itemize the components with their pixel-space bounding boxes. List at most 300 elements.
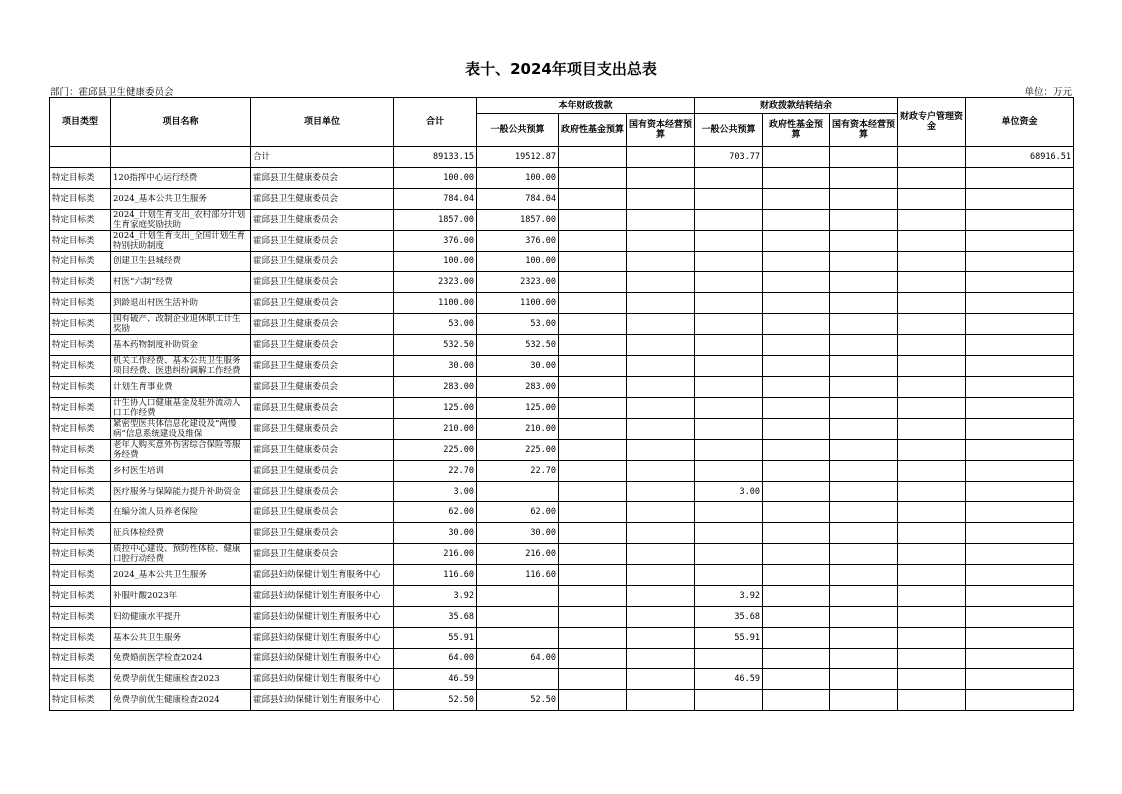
cell-name bbox=[111, 460, 251, 481]
summary-state-capital bbox=[627, 147, 695, 168]
cell-total: 64.00 bbox=[394, 648, 477, 669]
cell-state-capital bbox=[627, 251, 695, 272]
cell-name-text: 免费婚前医学检查2024 bbox=[113, 653, 203, 664]
cell-gov-fund bbox=[559, 523, 627, 544]
cell-unit-funds bbox=[966, 585, 1074, 606]
cell-carry-general: 46.59 bbox=[695, 669, 763, 690]
cell-special bbox=[898, 376, 966, 397]
cell-unit-funds bbox=[966, 502, 1074, 523]
cell-carry-gov-fund bbox=[763, 314, 830, 335]
cell-unit-funds bbox=[966, 293, 1074, 314]
cell-special bbox=[898, 355, 966, 376]
cell-org: 霍邱县妇幼保健计划生育服务中心 bbox=[251, 565, 394, 586]
cell-carry-state-capital bbox=[830, 481, 898, 502]
table-row bbox=[50, 669, 1074, 690]
cell-carry-gov-fund bbox=[763, 355, 830, 376]
cell-general: 283.00 bbox=[477, 376, 559, 397]
project-expenditure-table bbox=[49, 97, 1074, 711]
cell-special bbox=[898, 481, 966, 502]
cell-state-capital bbox=[627, 167, 695, 188]
cell-type: 特定目标类 bbox=[50, 209, 111, 230]
cell-name-text: 紧密型医共体信息化建设及“两慢病”信息系统建设及维保 bbox=[113, 418, 237, 439]
cell-name bbox=[111, 335, 251, 356]
cell-gov-fund bbox=[559, 481, 627, 502]
cell-org: 霍邱县妇幼保健计划生育服务中心 bbox=[251, 690, 394, 711]
cell-gov-fund bbox=[559, 690, 627, 711]
cell-carry-gov-fund bbox=[763, 481, 830, 502]
cell-carry-state-capital bbox=[830, 188, 898, 209]
cell-carry-gov-fund bbox=[763, 418, 830, 439]
cell-special bbox=[898, 669, 966, 690]
cell-gov-fund bbox=[559, 460, 627, 481]
cell-carry-state-capital bbox=[830, 439, 898, 460]
cell-carry-gov-fund bbox=[763, 669, 830, 690]
cell-org: 霍邱县卫生健康委员会 bbox=[251, 460, 394, 481]
cell-carry-state-capital bbox=[830, 627, 898, 648]
cell-org: 霍邱县卫生健康委员会 bbox=[251, 335, 394, 356]
cell-name bbox=[111, 397, 251, 418]
cell-carry-gov-fund bbox=[763, 606, 830, 627]
cell-carry-state-capital bbox=[830, 690, 898, 711]
page-title: 表十、2024年项目支出总表 bbox=[465, 60, 657, 78]
cell-carry-general bbox=[695, 376, 763, 397]
cell-general bbox=[477, 606, 559, 627]
cell-name bbox=[111, 502, 251, 523]
cell-total: 30.00 bbox=[394, 523, 477, 544]
cell-carry-general bbox=[695, 544, 763, 565]
cell-general: 22.70 bbox=[477, 460, 559, 481]
cell-type: 特定目标类 bbox=[50, 439, 111, 460]
cell-gov-fund bbox=[559, 439, 627, 460]
cell-org: 霍邱县卫生健康委员会 bbox=[251, 314, 394, 335]
cell-special bbox=[898, 335, 966, 356]
cell-type: 特定目标类 bbox=[50, 648, 111, 669]
cell-general: 1857.00 bbox=[477, 209, 559, 230]
cell-type: 特定目标类 bbox=[50, 251, 111, 272]
cell-name-text: 在编分流人员养老保险 bbox=[113, 507, 199, 518]
cell-type: 特定目标类 bbox=[50, 230, 111, 251]
cell-name bbox=[111, 585, 251, 606]
cell-carry-state-capital bbox=[830, 544, 898, 565]
cell-carry-general bbox=[695, 209, 763, 230]
cell-carry-general: 35.68 bbox=[695, 606, 763, 627]
cell-total: 532.50 bbox=[394, 335, 477, 356]
header-carry-state-capital: 国有资本经营预算 bbox=[830, 114, 898, 147]
cell-carry-state-capital bbox=[830, 669, 898, 690]
cell-unit-funds bbox=[966, 188, 1074, 209]
cell-carry-state-capital bbox=[830, 293, 898, 314]
table-row bbox=[50, 335, 1074, 356]
table-row bbox=[50, 418, 1074, 439]
cell-state-capital bbox=[627, 648, 695, 669]
cell-special bbox=[898, 439, 966, 460]
cell-carry-general bbox=[695, 293, 763, 314]
cell-unit-funds bbox=[966, 251, 1074, 272]
cell-carry-state-capital bbox=[830, 314, 898, 335]
cell-carry-gov-fund bbox=[763, 209, 830, 230]
cell-name-text: 村医“六制”经费 bbox=[113, 277, 173, 288]
cell-type: 特定目标类 bbox=[50, 627, 111, 648]
cell-name bbox=[111, 648, 251, 669]
cell-type: 特定目标类 bbox=[50, 293, 111, 314]
table-row bbox=[50, 606, 1074, 627]
cell-carry-gov-fund bbox=[763, 523, 830, 544]
cell-total: 2323.00 bbox=[394, 272, 477, 293]
cell-total: 30.00 bbox=[394, 355, 477, 376]
cell-carry-general: 3.92 bbox=[695, 585, 763, 606]
cell-org: 霍邱县卫生健康委员会 bbox=[251, 272, 394, 293]
cell-state-capital bbox=[627, 418, 695, 439]
cell-carry-general bbox=[695, 355, 763, 376]
cell-general: 532.50 bbox=[477, 335, 559, 356]
cell-type: 特定目标类 bbox=[50, 669, 111, 690]
cell-gov-fund bbox=[559, 418, 627, 439]
cell-general: 52.50 bbox=[477, 690, 559, 711]
table-row bbox=[50, 585, 1074, 606]
header-carry-gov-fund: 政府性基金预算 bbox=[763, 114, 830, 147]
cell-carry-state-capital bbox=[830, 648, 898, 669]
table-row bbox=[50, 627, 1074, 648]
cell-special bbox=[898, 230, 966, 251]
cell-carry-gov-fund bbox=[763, 439, 830, 460]
cell-org: 霍邱县卫生健康委员会 bbox=[251, 230, 394, 251]
table-row bbox=[50, 251, 1074, 272]
cell-name-text: 2024_计划生育支出_全国计划生育特别扶助制度 bbox=[113, 230, 246, 251]
cell-state-capital bbox=[627, 335, 695, 356]
cell-general bbox=[477, 669, 559, 690]
cell-name bbox=[111, 523, 251, 544]
cell-carry-gov-fund bbox=[763, 585, 830, 606]
cell-gov-fund bbox=[559, 335, 627, 356]
cell-unit-funds bbox=[966, 669, 1074, 690]
cell-carry-state-capital bbox=[830, 397, 898, 418]
cell-gov-fund bbox=[559, 230, 627, 251]
table-row bbox=[50, 272, 1074, 293]
cell-gov-fund bbox=[559, 314, 627, 335]
header-gov-fund: 政府性基金预算 bbox=[559, 114, 627, 147]
header-total: 合计 bbox=[394, 98, 477, 147]
cell-name bbox=[111, 690, 251, 711]
cell-org: 霍邱县卫生健康委员会 bbox=[251, 397, 394, 418]
summary-carry-gov-fund bbox=[763, 147, 830, 168]
header-carry-general: 一般公共预算 bbox=[695, 114, 763, 147]
table-row bbox=[50, 397, 1074, 418]
cell-name bbox=[111, 627, 251, 648]
summary-gov-fund bbox=[559, 147, 627, 168]
cell-carry-gov-fund bbox=[763, 335, 830, 356]
cell-unit-funds bbox=[966, 460, 1074, 481]
cell-type: 特定目标类 bbox=[50, 167, 111, 188]
cell-name-text: 免费孕前优生健康检查2023 bbox=[113, 674, 220, 685]
header-group-carry: 财政拨款结转结余 bbox=[695, 98, 898, 114]
cell-special bbox=[898, 251, 966, 272]
cell-carry-general: 55.91 bbox=[695, 627, 763, 648]
table-row bbox=[50, 502, 1074, 523]
cell-name-text: 免费孕前优生健康检查2024 bbox=[113, 695, 220, 706]
summary-general: 19512.87 bbox=[477, 147, 559, 168]
cell-carry-state-capital bbox=[830, 460, 898, 481]
table-row bbox=[50, 314, 1074, 335]
cell-type: 特定目标类 bbox=[50, 481, 111, 502]
cell-unit-funds bbox=[966, 314, 1074, 335]
cell-name-text: 妇幼健康水平提升 bbox=[113, 611, 182, 622]
cell-total: 225.00 bbox=[394, 439, 477, 460]
table-row bbox=[50, 523, 1074, 544]
table-row bbox=[50, 167, 1074, 188]
cell-state-capital bbox=[627, 293, 695, 314]
cell-carry-gov-fund bbox=[763, 167, 830, 188]
cell-special bbox=[898, 418, 966, 439]
cell-carry-state-capital bbox=[830, 565, 898, 586]
summary-name bbox=[111, 147, 251, 168]
cell-org: 霍邱县卫生健康委员会 bbox=[251, 502, 394, 523]
cell-state-capital bbox=[627, 481, 695, 502]
table-row bbox=[50, 648, 1074, 669]
cell-name-text: 机关工作经费、基本公共卫生服务项目经费、医患纠纷调解工作经费 bbox=[113, 355, 241, 376]
cell-unit-funds bbox=[966, 481, 1074, 502]
cell-general: 216.00 bbox=[477, 544, 559, 565]
cell-name-text: 乡村医生培训 bbox=[113, 465, 165, 476]
cell-general: 30.00 bbox=[477, 523, 559, 544]
cell-unit-funds bbox=[966, 648, 1074, 669]
cell-general: 100.00 bbox=[477, 167, 559, 188]
summary-carry-state-capital bbox=[830, 147, 898, 168]
cell-carry-general bbox=[695, 272, 763, 293]
unit-label: 单位：万元 bbox=[1024, 87, 1072, 98]
cell-general: 784.04 bbox=[477, 188, 559, 209]
cell-special bbox=[898, 606, 966, 627]
cell-general: 225.00 bbox=[477, 439, 559, 460]
cell-name-text: 到龄退出村医生活补助 bbox=[113, 298, 199, 309]
cell-carry-general bbox=[695, 314, 763, 335]
cell-carry-gov-fund bbox=[763, 544, 830, 565]
cell-carry-gov-fund bbox=[763, 293, 830, 314]
cell-state-capital bbox=[627, 230, 695, 251]
table-row bbox=[50, 188, 1074, 209]
cell-carry-gov-fund bbox=[763, 502, 830, 523]
cell-carry-general bbox=[695, 690, 763, 711]
cell-name bbox=[111, 293, 251, 314]
cell-general: 125.00 bbox=[477, 397, 559, 418]
cell-total: 35.68 bbox=[394, 606, 477, 627]
cell-special bbox=[898, 293, 966, 314]
cell-name bbox=[111, 230, 251, 251]
cell-name-text: 基本药物制度补助资金 bbox=[113, 339, 199, 350]
cell-org: 霍邱县妇幼保健计划生育服务中心 bbox=[251, 585, 394, 606]
cell-total: 53.00 bbox=[394, 314, 477, 335]
cell-name-text: 国有破产、改制企业退休职工计生奖励 bbox=[113, 314, 241, 335]
cell-gov-fund bbox=[559, 293, 627, 314]
table-row bbox=[50, 460, 1074, 481]
cell-gov-fund bbox=[559, 188, 627, 209]
cell-carry-gov-fund bbox=[763, 376, 830, 397]
cell-total: 116.60 bbox=[394, 565, 477, 586]
cell-total: 283.00 bbox=[394, 376, 477, 397]
cell-special bbox=[898, 167, 966, 188]
cell-org: 霍邱县卫生健康委员会 bbox=[251, 188, 394, 209]
cell-special bbox=[898, 460, 966, 481]
cell-name-text: 计生协人口健康基金及驻外流动人口工作经费 bbox=[113, 397, 241, 418]
cell-org: 霍邱县妇幼保健计划生育服务中心 bbox=[251, 627, 394, 648]
cell-general: 62.00 bbox=[477, 502, 559, 523]
cell-state-capital bbox=[627, 460, 695, 481]
cell-carry-gov-fund bbox=[763, 690, 830, 711]
cell-type: 特定目标类 bbox=[50, 502, 111, 523]
cell-carry-general bbox=[695, 439, 763, 460]
table-row bbox=[50, 376, 1074, 397]
cell-type: 特定目标类 bbox=[50, 335, 111, 356]
cell-general: 64.00 bbox=[477, 648, 559, 669]
cell-org: 霍邱县卫生健康委员会 bbox=[251, 209, 394, 230]
cell-state-capital bbox=[627, 565, 695, 586]
cell-name bbox=[111, 481, 251, 502]
cell-name-text: 老年人购买意外伤害综合保险等服务经费 bbox=[113, 439, 241, 460]
cell-gov-fund bbox=[559, 544, 627, 565]
cell-total: 22.70 bbox=[394, 460, 477, 481]
table-row bbox=[50, 565, 1074, 586]
cell-special bbox=[898, 648, 966, 669]
summary-row bbox=[50, 147, 1074, 168]
cell-org: 霍邱县卫生健康委员会 bbox=[251, 293, 394, 314]
cell-name bbox=[111, 272, 251, 293]
cell-carry-gov-fund bbox=[763, 188, 830, 209]
cell-type: 特定目标类 bbox=[50, 460, 111, 481]
cell-name bbox=[111, 188, 251, 209]
cell-unit-funds bbox=[966, 565, 1074, 586]
cell-name bbox=[111, 418, 251, 439]
header-unit-funds: 单位资金 bbox=[966, 98, 1074, 147]
cell-name-text: 2024_计划生育支出_农村部分计划生育家庭奖励扶助 bbox=[113, 209, 246, 230]
cell-state-capital bbox=[627, 669, 695, 690]
cell-state-capital bbox=[627, 439, 695, 460]
cell-unit-funds bbox=[966, 355, 1074, 376]
cell-name bbox=[111, 439, 251, 460]
cell-carry-gov-fund bbox=[763, 230, 830, 251]
cell-total: 3.92 bbox=[394, 585, 477, 606]
cell-unit-funds bbox=[966, 397, 1074, 418]
cell-total: 216.00 bbox=[394, 544, 477, 565]
summary-carry-general: 703.77 bbox=[695, 147, 763, 168]
cell-gov-fund bbox=[559, 565, 627, 586]
summary-type bbox=[50, 147, 111, 168]
header-special: 财政专户管理资金 bbox=[898, 98, 966, 147]
cell-state-capital bbox=[627, 606, 695, 627]
cell-org: 霍邱县妇幼保健计划生育服务中心 bbox=[251, 669, 394, 690]
cell-org: 霍邱县卫生健康委员会 bbox=[251, 167, 394, 188]
cell-gov-fund bbox=[559, 627, 627, 648]
cell-gov-fund bbox=[559, 376, 627, 397]
cell-state-capital bbox=[627, 376, 695, 397]
cell-general bbox=[477, 627, 559, 648]
cell-name-text: 医疗服务与保障能力提升补助资金 bbox=[113, 486, 241, 497]
cell-org: 霍邱县妇幼保健计划生育服务中心 bbox=[251, 606, 394, 627]
cell-name bbox=[111, 167, 251, 188]
cell-unit-funds bbox=[966, 230, 1074, 251]
cell-special bbox=[898, 585, 966, 606]
cell-name-text: 补服叶酸2023年 bbox=[113, 590, 178, 601]
cell-gov-fund bbox=[559, 167, 627, 188]
cell-name bbox=[111, 606, 251, 627]
table-row bbox=[50, 209, 1074, 230]
cell-special bbox=[898, 209, 966, 230]
cell-unit-funds bbox=[966, 544, 1074, 565]
cell-carry-general bbox=[695, 460, 763, 481]
cell-type: 特定目标类 bbox=[50, 314, 111, 335]
cell-type: 特定目标类 bbox=[50, 418, 111, 439]
cell-total: 3.00 bbox=[394, 481, 477, 502]
summary-special bbox=[898, 147, 966, 168]
cell-gov-fund bbox=[559, 397, 627, 418]
header-org: 项目单位 bbox=[251, 98, 394, 147]
cell-name-text: 征兵体检经费 bbox=[113, 528, 165, 539]
cell-state-capital bbox=[627, 690, 695, 711]
cell-carry-general: 3.00 bbox=[695, 481, 763, 502]
cell-org: 霍邱县卫生健康委员会 bbox=[251, 439, 394, 460]
cell-type: 特定目标类 bbox=[50, 272, 111, 293]
summary-unit-funds: 68916.51 bbox=[966, 147, 1074, 168]
cell-general: 376.00 bbox=[477, 230, 559, 251]
cell-special bbox=[898, 272, 966, 293]
cell-total: 100.00 bbox=[394, 251, 477, 272]
table-row bbox=[50, 355, 1074, 376]
cell-carry-general bbox=[695, 565, 763, 586]
cell-org: 霍邱县妇幼保健计划生育服务中心 bbox=[251, 648, 394, 669]
cell-carry-general bbox=[695, 523, 763, 544]
cell-unit-funds bbox=[966, 606, 1074, 627]
cell-name-text: 质控中心建设、预防性体检、健康口腔行动经费 bbox=[113, 544, 241, 565]
cell-carry-gov-fund bbox=[763, 648, 830, 669]
cell-state-capital bbox=[627, 627, 695, 648]
cell-gov-fund bbox=[559, 502, 627, 523]
summary-label: 合计 bbox=[251, 147, 394, 168]
cell-gov-fund bbox=[559, 272, 627, 293]
cell-total: 62.00 bbox=[394, 502, 477, 523]
cell-type: 特定目标类 bbox=[50, 523, 111, 544]
cell-total: 55.91 bbox=[394, 627, 477, 648]
cell-name-text: 基本公共卫生服务 bbox=[113, 632, 182, 643]
cell-name bbox=[111, 209, 251, 230]
cell-carry-general bbox=[695, 188, 763, 209]
cell-unit-funds bbox=[966, 209, 1074, 230]
cell-total: 125.00 bbox=[394, 397, 477, 418]
cell-name-text: 计划生育事业费 bbox=[113, 381, 173, 392]
cell-general: 53.00 bbox=[477, 314, 559, 335]
cell-total: 784.04 bbox=[394, 188, 477, 209]
cell-state-capital bbox=[627, 585, 695, 606]
cell-name-text: 120指挥中心运行经费 bbox=[113, 172, 198, 183]
summary-total: 89133.15 bbox=[394, 147, 477, 168]
cell-org: 霍邱县卫生健康委员会 bbox=[251, 523, 394, 544]
cell-state-capital bbox=[627, 209, 695, 230]
cell-unit-funds bbox=[966, 376, 1074, 397]
cell-name bbox=[111, 565, 251, 586]
cell-carry-general bbox=[695, 397, 763, 418]
cell-special bbox=[898, 188, 966, 209]
cell-special bbox=[898, 523, 966, 544]
cell-unit-funds bbox=[966, 627, 1074, 648]
cell-state-capital bbox=[627, 523, 695, 544]
cell-type: 特定目标类 bbox=[50, 585, 111, 606]
table-row bbox=[50, 293, 1074, 314]
cell-gov-fund bbox=[559, 648, 627, 669]
cell-carry-state-capital bbox=[830, 251, 898, 272]
table-row bbox=[50, 544, 1074, 565]
cell-special bbox=[898, 565, 966, 586]
cell-org: 霍邱县卫生健康委员会 bbox=[251, 251, 394, 272]
cell-name bbox=[111, 544, 251, 565]
cell-total: 52.50 bbox=[394, 690, 477, 711]
cell-unit-funds bbox=[966, 167, 1074, 188]
